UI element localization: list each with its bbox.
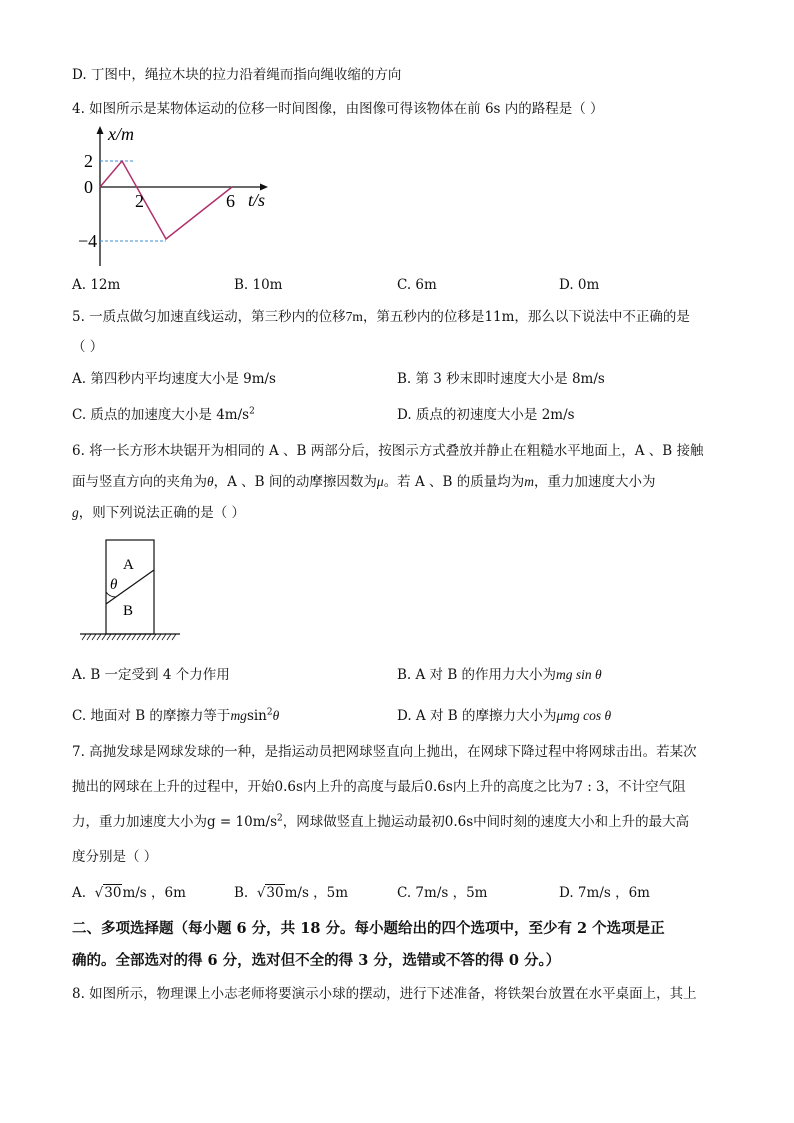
q4-tick-0: 0 [84,177,93,197]
q5-option-d: D. 质点的初速度大小是 2m/s [397,407,575,423]
prev-option-d: D. 丁图中，绳拉木块的拉力沿着绳而指向绳收缩的方向 [72,67,402,83]
q5-stem-line2: （ ） [72,339,104,355]
q7-line1: 7. 高抛发球是网球发球的一种，是指运动员把网球竖直向上抛出，在网球下降过程中将网球击出。若某次 [72,744,697,760]
q6-label-a: A [123,557,134,573]
q4-tick-neg4: −4 [78,231,98,251]
q6-option-a: A. B 一定受到 4 个力作用 [72,667,230,683]
q4-y-label: x/m [108,124,134,144]
q4-tick-2x: 2 [135,191,144,211]
q5-stem: 5. 一质点做匀加速直线运动，第三秒内的位移7m，第五秒内的位移是11m，那么以下说法中不正确的是 [72,309,690,325]
section2-heading-line2: 确的。全部选对的得 6 分，选对但不全的得 3 分，选错或不答的得 0 分。） [72,952,561,969]
q6-label-b: B [123,603,134,619]
q7-sqrt-b: √30 [256,885,284,901]
q6-block-figure [76,536,186,646]
q4-option-d: D. 0m [559,277,600,293]
q7-line4: 度分别是（ ） [72,849,158,865]
q4-y-axis-arrow [97,126,104,134]
q7-option-b: B. √30m/s ，5m [234,885,349,901]
q5-option-c: C. 质点的加速度大小是 $4m/s^2$ [72,406,255,423]
q4-tick-2y: 2 [84,151,93,171]
q8-line1: 8. 如图所示，物理课上小志老师将要演示小球的摆动，进行下述准备，将铁架台放置在水平桌面上，其上 [72,986,697,1002]
q5-option-a: A. 第四秒内平均速度大小是 9m/s [72,371,276,387]
q6-label-theta: θ [110,577,118,593]
q4-option-b: B. 10m [234,277,283,293]
q4-tick-6x: 6 [226,191,235,211]
q6-line3: g，则下列说法正确的是（ ） [72,505,246,521]
q7-sqrt-a: √30 [94,885,122,901]
q7-option-a: A. √30m/s ，6m [72,885,186,901]
q6-line2: 面与竖直方向的夹角为θ，A 、B 间的动摩擦因数为μ。若 A 、B 的质量均为m，重力加速度大小为 [72,474,656,490]
q6-ground-hatch [82,634,176,640]
q5-option-b: B. 第 3 秒末即时速度大小是 8m/s [397,371,605,387]
q7-option-d: D. 7m/s ，6m [559,885,650,901]
q4-displacement-time-graph [78,124,278,274]
q4-stem: 4. 如图所示是某物体运动的位移一时间图像，由图像可得该物体在前 6s 内的路程是（ ） [72,101,604,117]
q4-x-label: t/s [248,190,266,210]
q4-graph-line [100,161,232,239]
q7-line2: 抛出的网球在上升的过程中，开始0.6s内上升的高度与最后0.6s内上升的高度之比为7 : 3，不计空气阻 [72,779,686,795]
section2-heading-line1: 二、多项选择题（每小题 6 分，共 18 分。每小题给出的四个选项中，至少有 2 个选项是正 [72,920,665,937]
q6-option-d: D. A 对 B 的摩擦力大小为μmg cos θ [397,708,612,724]
q6-option-c: C. 地面对 B 的摩擦力等于mgsin$^2$θ [72,707,280,724]
q7-option-c: C. 7m/s ，5m [397,885,488,901]
q6-option-b: B. A 对 B 的作用力大小为mg sin θ [397,667,602,683]
q4-option-a: A. 12m [72,277,121,293]
q4-option-c: C. 6m [397,277,437,293]
q6-line1: 6. 将一长方形木块锯开为相同的 A 、B 两部分后，按图示方式叠放并静止在粗糙水平地面上，A 、B 接触 [72,443,704,459]
q7-line3: 力，重力加速度大小为$g = 10m/s^2$，网球做竖直上抛运动最初0.6s中间时刻的速度大小和上升的最大高 [72,813,690,830]
